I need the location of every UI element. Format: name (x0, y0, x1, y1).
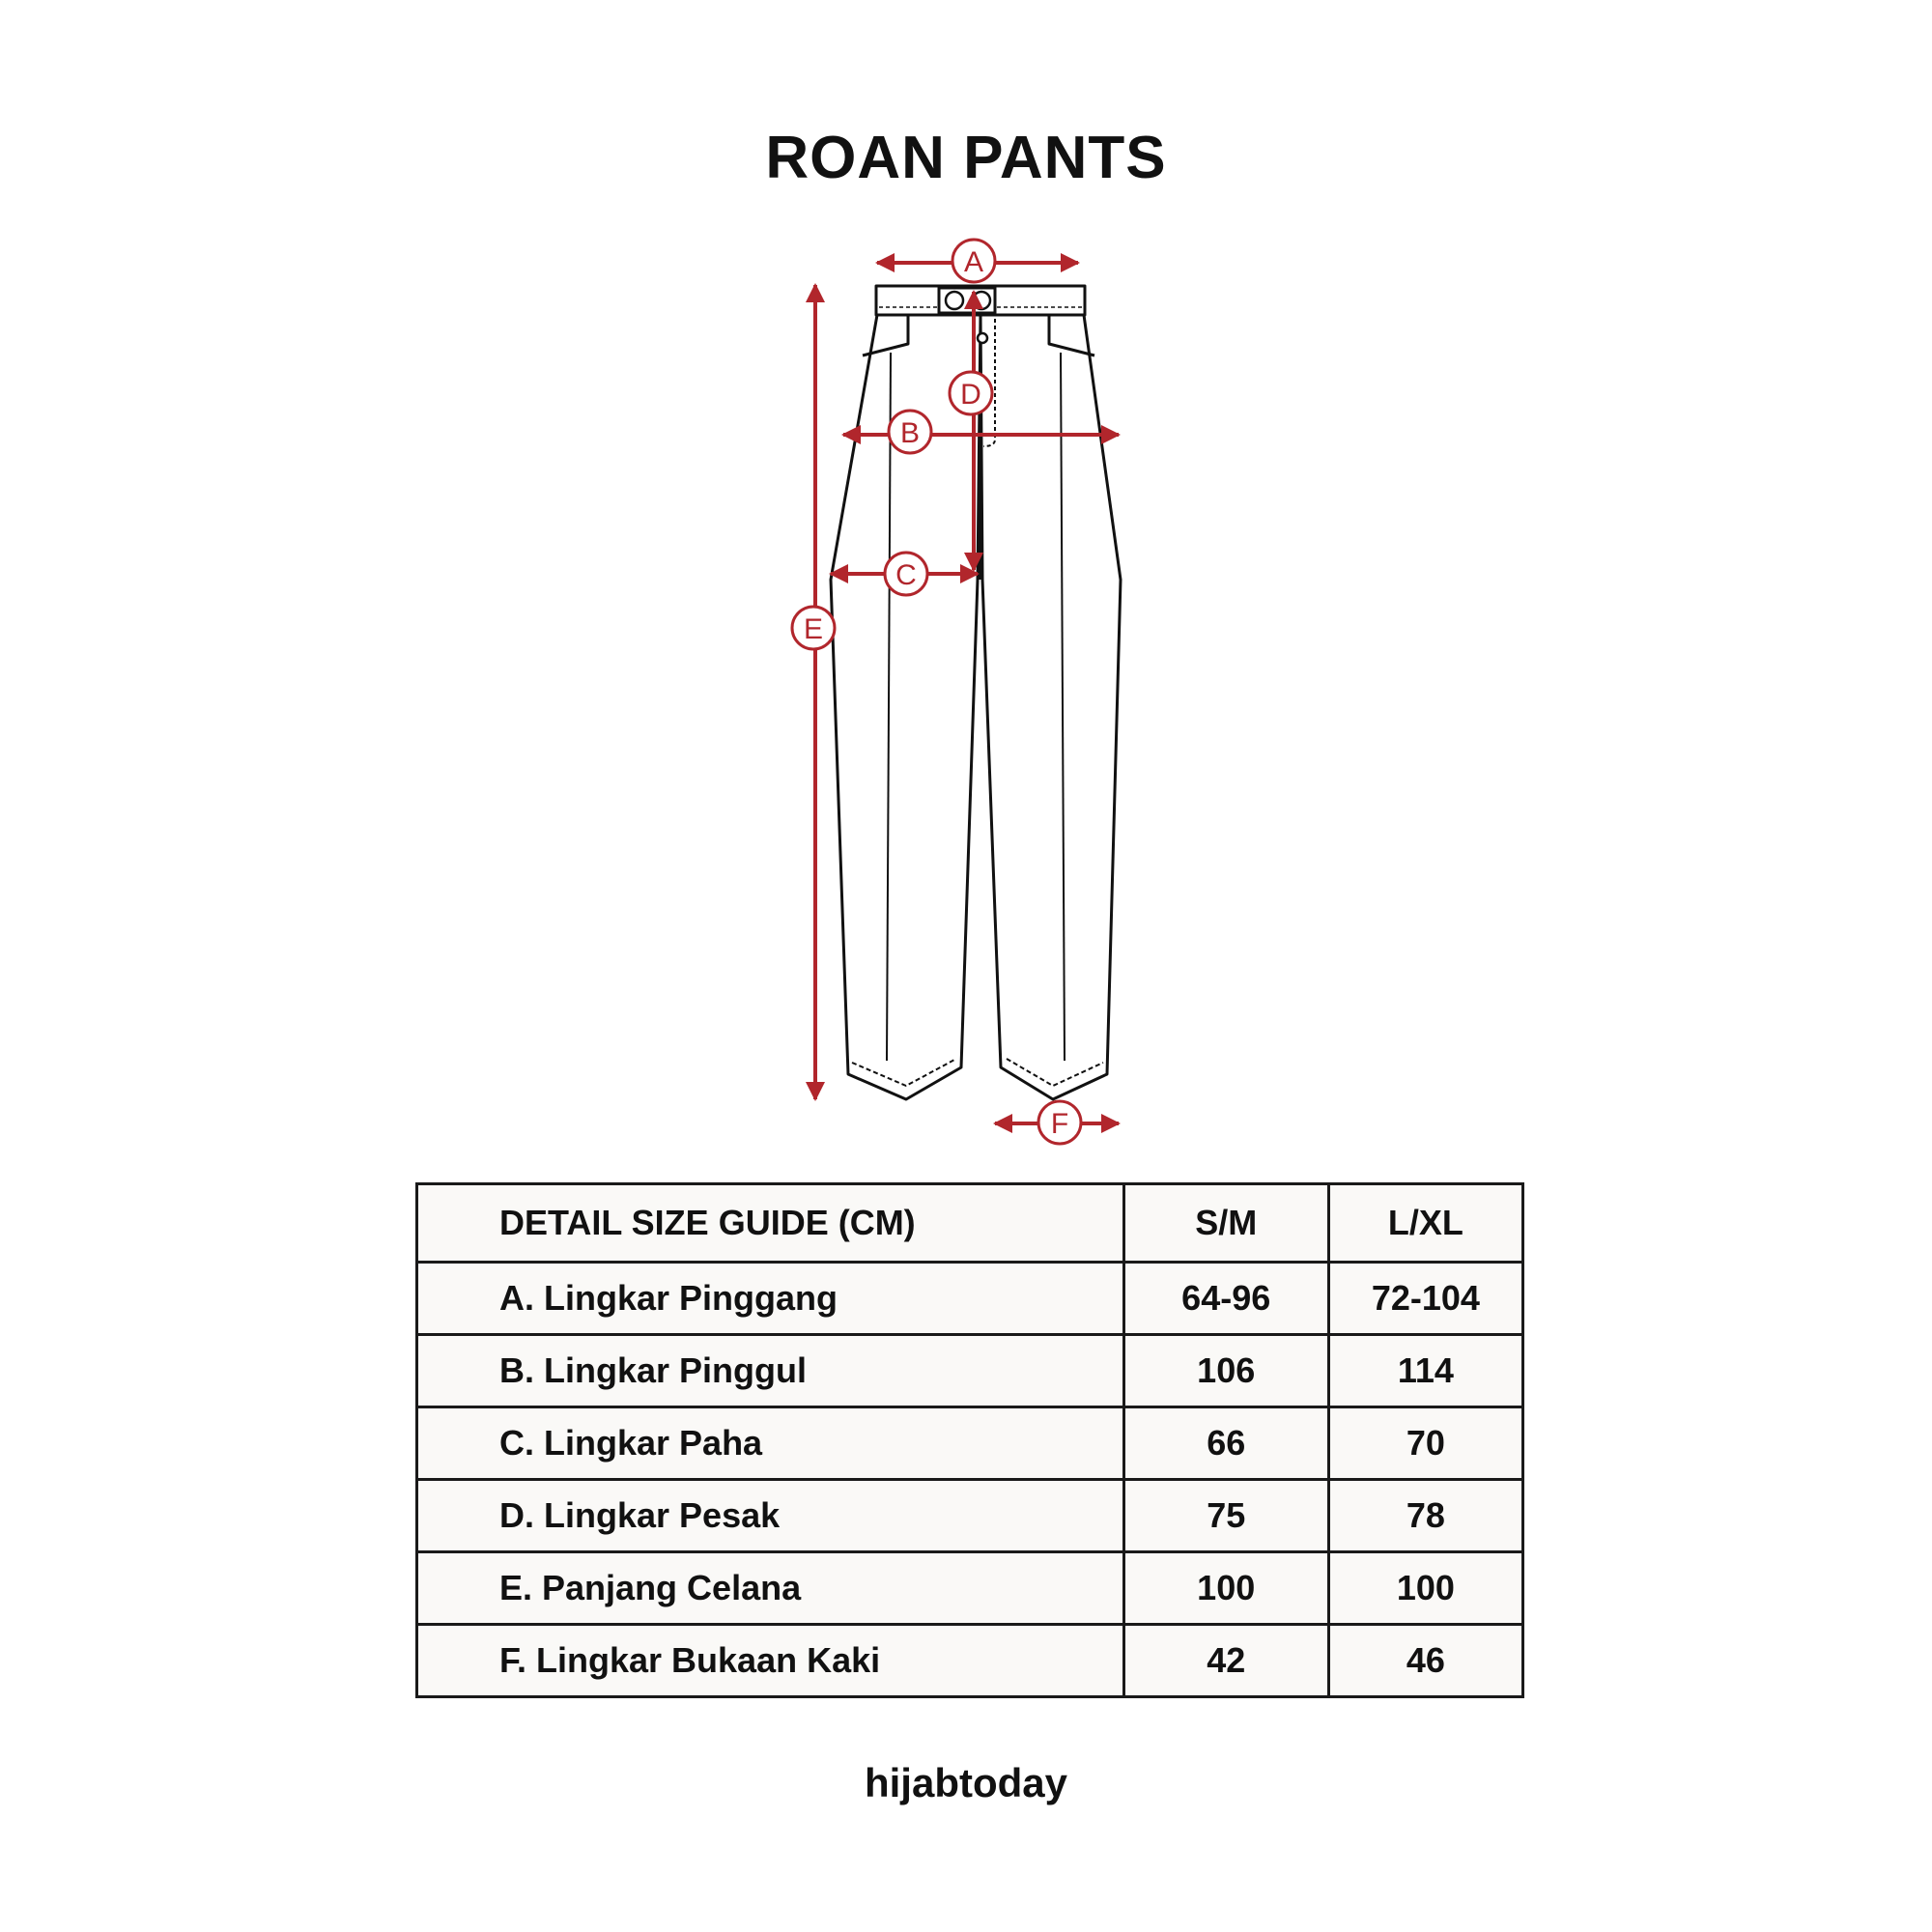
table-row (417, 1335, 1523, 1407)
row-lxl: 72-104 (1328, 1263, 1522, 1335)
header-sm: S/M (1123, 1184, 1328, 1263)
row-lxl: 46 (1328, 1625, 1522, 1697)
row-sm: 66 (1123, 1407, 1328, 1480)
label-e: E (803, 613, 824, 645)
table-header-row (417, 1184, 1523, 1263)
row-lxl: 70 (1328, 1407, 1522, 1480)
row-sm: 42 (1123, 1625, 1328, 1697)
row-sm: 100 (1123, 1552, 1328, 1625)
header-lxl: L/XL (1328, 1184, 1522, 1263)
table-row (417, 1625, 1523, 1697)
row-lxl: 114 (1328, 1335, 1522, 1407)
brand-logo: hijabtoday (864, 1760, 1068, 1805)
row-label: B. Lingkar Pinggul (417, 1335, 1124, 1407)
row-label: F. Lingkar Bukaan Kaki (417, 1625, 1124, 1697)
label-a: A (963, 246, 984, 278)
table-row (417, 1263, 1523, 1335)
page-title: ROAN PANTS (765, 125, 1167, 191)
row-label: A. Lingkar Pinggang (417, 1263, 1124, 1335)
row-label: D. Lingkar Pesak (417, 1480, 1124, 1552)
label-d: D (960, 379, 981, 411)
label-b: B (899, 417, 921, 449)
table-row (417, 1480, 1523, 1552)
table-row (417, 1407, 1523, 1480)
row-sm: 64-96 (1123, 1263, 1328, 1335)
size-guide-table (415, 1182, 1524, 1698)
row-lxl: 78 (1328, 1480, 1522, 1552)
table-row (417, 1552, 1523, 1625)
row-label: C. Lingkar Paha (417, 1407, 1124, 1480)
row-label: E. Panjang Celana (417, 1552, 1124, 1625)
header-detail: DETAIL SIZE GUIDE (CM) (417, 1184, 1124, 1263)
label-c: C (895, 559, 917, 591)
row-lxl: 100 (1328, 1552, 1522, 1625)
row-sm: 75 (1123, 1480, 1328, 1552)
label-f: F (1050, 1108, 1069, 1140)
row-sm: 106 (1123, 1335, 1328, 1407)
